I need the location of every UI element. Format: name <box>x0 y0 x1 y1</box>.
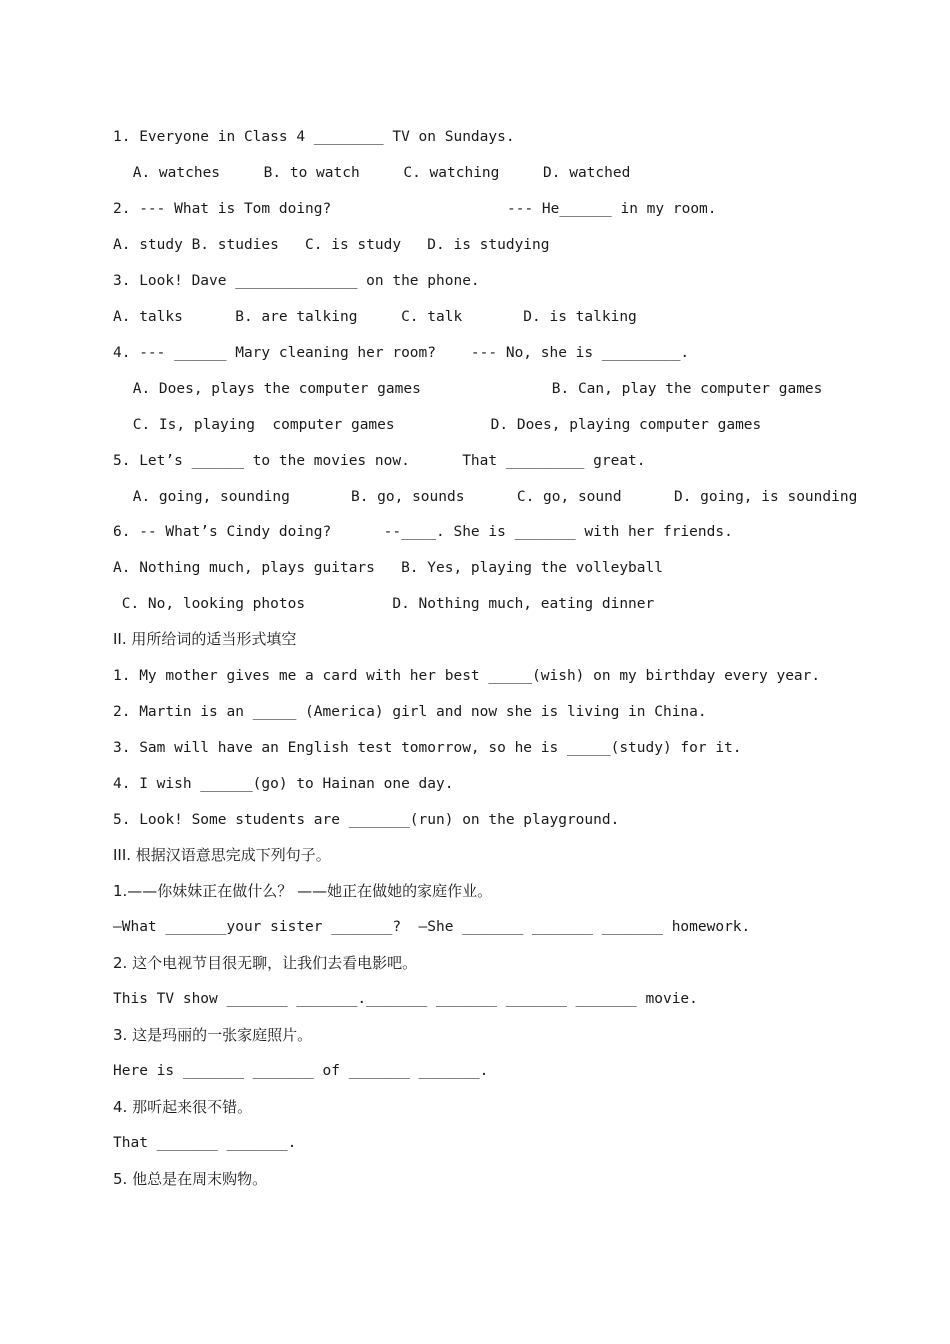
s1-question-3-options: A. talks B. are talking C. talk D. is talking <box>113 309 637 325</box>
s3-question-4-english: That _______ _______. <box>113 1135 297 1151</box>
s1-question-6-options-cd: C. No, looking photos D. Nothing much, eating dinner <box>113 596 655 612</box>
s3-question-1-english: —What _______your sister _______? —She _______ _______ _______ homework. <box>113 919 751 935</box>
s3-question-1-chinese: 1.——你妹妹正在做什么？ ——她正在做她的家庭作业。 <box>113 882 493 900</box>
s3-question-2-chinese: 2. 这个电视节目很无聊，让我们去看电影吧。 <box>113 954 418 972</box>
s3-question-5-chinese: 5. 他总是在周末购物。 <box>113 1170 268 1188</box>
s1-question-1: 1. Everyone in Class 4 ________ TV on Sundays. <box>113 129 515 145</box>
s1-question-6: 6. -- What’s Cindy doing? --____. She is _______ with her friends. <box>113 524 733 540</box>
s3-question-2-english: This TV show _______ _______._______ _______ _______ _______ movie. <box>113 991 698 1007</box>
s2-question-3: 3. Sam will have an English test tomorrow, so he is _____(study) for it. <box>113 740 742 756</box>
s3-question-3-english: Here is _______ _______ of _______ _______. <box>113 1063 489 1079</box>
s1-question-2-answer: --- He______ in my room. <box>507 201 717 217</box>
s1-question-4-options-ab: A. Does, plays the computer games B. Can, play the computer games <box>124 381 823 397</box>
s1-question-5-options: A. going, sounding B. go, sounds C. go, sound D. going, is sounding <box>124 489 858 505</box>
s1-question-6-options-ab: A. Nothing much, plays guitars B. Yes, playing the volleyball <box>113 560 663 576</box>
s1-question-5: 5. Let’s ______ to the movies now. That _________ great. <box>113 453 646 469</box>
s1-question-2: 2. --- What is Tom doing? <box>113 201 332 217</box>
s3-question-4-chinese: 4. 那听起来很不错。 <box>113 1098 253 1116</box>
s2-question-1: 1. My mother gives me a card with her best _____(wish) on my birthday every year. <box>113 668 821 684</box>
s2-question-2: 2. Martin is an _____ (America) girl and now she is living in China. <box>113 704 707 720</box>
s1-question-4-options-cd: C. Is, playing computer games D. Does, playing computer games <box>124 417 762 433</box>
s1-question-1-options: A. watches B. to watch C. watching D. watched <box>124 165 631 181</box>
section-2-heading: II. 用所给词的适当形式填空 <box>113 630 297 648</box>
s2-question-4: 4. I wish ______(go) to Hainan one day. <box>113 776 454 792</box>
s1-question-2-options: A. study B. studies C. is study D. is studying <box>113 237 550 253</box>
s2-question-5: 5. Look! Some students are _______(run) on the playground. <box>113 812 620 828</box>
s1-question-3: 3. Look! Dave ______________ on the phone. <box>113 273 480 289</box>
s1-question-4: 4. --- ______ Mary cleaning her room? --- No, she is _________. <box>113 345 690 361</box>
s3-question-3-chinese: 3. 这是玛丽的一张家庭照片。 <box>113 1026 313 1044</box>
section-3-heading: III. 根据汉语意思完成下列句子。 <box>113 846 331 864</box>
